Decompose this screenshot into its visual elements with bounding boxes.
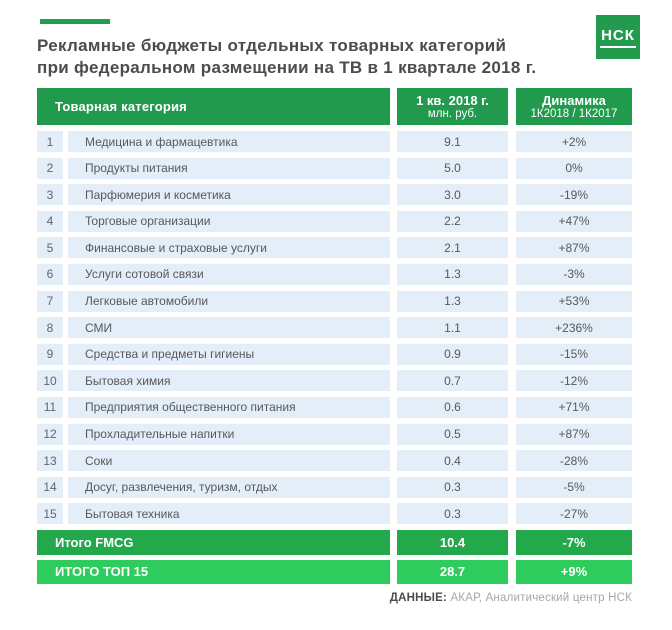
row-number: 11: [37, 397, 63, 418]
total-fmcg-row: [37, 530, 632, 555]
column-header-value-title: 1 кв. 2018 г.: [416, 92, 489, 108]
nsc-logo: [596, 15, 640, 59]
table-row: [37, 344, 632, 365]
row-value: 9.1: [397, 131, 508, 152]
accent-bar: [40, 19, 110, 24]
table-row: [37, 317, 632, 338]
table-row: [37, 503, 632, 524]
row-value: 0.3: [397, 477, 508, 498]
row-category: Досуг, развлечения, туризм, отдых: [68, 477, 390, 498]
row-category: Средства и предметы гигиены: [68, 344, 390, 365]
row-dynamics: -15%: [516, 344, 632, 365]
table-row: [37, 477, 632, 498]
page-title-line2: при федеральном размещении на ТВ в 1 квартале 2018 г.: [37, 58, 537, 77]
column-header-value-units: млн. руб.: [427, 107, 478, 120]
column-header-category: Товарная категория: [37, 88, 390, 125]
column-header-dynamics-title: Динамика: [542, 92, 606, 108]
table-row: [37, 158, 632, 179]
source-text: АКАР, Аналитический центр НСК: [450, 592, 632, 604]
table-row: [37, 370, 632, 391]
total-fmcg-dynamics: -7%: [516, 530, 632, 555]
row-number: 4: [37, 211, 63, 232]
row-value: 0.3: [397, 503, 508, 524]
total-top15-dynamics: +9%: [516, 560, 632, 584]
row-dynamics: +47%: [516, 211, 632, 232]
row-value: 5.0: [397, 158, 508, 179]
source-label: ДАННЫЕ:: [389, 592, 448, 604]
table-header-row: [37, 88, 632, 125]
page-title: [37, 35, 536, 79]
row-category: Медицина и фармацевтика: [68, 131, 390, 152]
row-dynamics: +71%: [516, 397, 632, 418]
row-number: 9: [37, 344, 63, 365]
table-row: [37, 131, 632, 152]
row-dynamics: +2%: [516, 131, 632, 152]
row-dynamics: -27%: [516, 503, 632, 524]
row-dynamics: +87%: [516, 424, 632, 445]
total-fmcg-label: Итого FMCG: [37, 530, 390, 555]
row-number: 13: [37, 450, 63, 471]
row-value: 1.3: [397, 291, 508, 312]
row-dynamics: +53%: [516, 291, 632, 312]
row-number: 7: [37, 291, 63, 312]
row-value: 0.9: [397, 344, 508, 365]
row-number: 5: [37, 237, 63, 258]
row-value: 0.4: [397, 450, 508, 471]
total-top15-row: [37, 560, 632, 584]
row-number: 1: [37, 131, 63, 152]
table-row: [37, 184, 632, 205]
row-value: 0.6: [397, 397, 508, 418]
row-number: 15: [37, 503, 63, 524]
row-number: 12: [37, 424, 63, 445]
row-category: Услуги сотовой связи: [68, 264, 390, 285]
row-number: 6: [37, 264, 63, 285]
row-category: Парфюмерия и косметика: [68, 184, 390, 205]
budget-table: [37, 88, 632, 584]
row-category: СМИ: [68, 317, 390, 338]
table-row: [37, 237, 632, 258]
row-category: Предприятия общественного питания: [68, 397, 390, 418]
row-value: 2.2: [397, 211, 508, 232]
table-row: [37, 424, 632, 445]
page-title-line1: Рекламные бюджеты отдельных товарных категорий: [37, 36, 507, 55]
row-value: 1.1: [397, 317, 508, 338]
row-number: 14: [37, 477, 63, 498]
row-number: 2: [37, 158, 63, 179]
row-category: Финансовые и страховые услуги: [68, 237, 390, 258]
row-dynamics: -28%: [516, 450, 632, 471]
total-fmcg-value: 10.4: [397, 530, 508, 555]
table-row: [37, 264, 632, 285]
total-top15-label: ИТОГО ТОП 15: [37, 560, 390, 584]
row-dynamics: -19%: [516, 184, 632, 205]
row-dynamics: -5%: [516, 477, 632, 498]
row-dynamics: 0%: [516, 158, 632, 179]
row-value: 2.1: [397, 237, 508, 258]
table-body: [37, 131, 632, 524]
nsc-logo-text: НСК: [600, 27, 636, 48]
row-value: 0.5: [397, 424, 508, 445]
column-header-dynamics: [516, 88, 632, 125]
row-category: Соки: [68, 450, 390, 471]
table-row: [37, 397, 632, 418]
row-dynamics: +236%: [516, 317, 632, 338]
column-header-dynamics-period: 1К2018 / 1К2017: [530, 107, 618, 120]
row-value: 3.0: [397, 184, 508, 205]
row-category: Торговые организации: [68, 211, 390, 232]
table-row: [37, 291, 632, 312]
row-value: 0.7: [397, 370, 508, 391]
row-value: 1.3: [397, 264, 508, 285]
row-number: 3: [37, 184, 63, 205]
row-dynamics: -3%: [516, 264, 632, 285]
source-note: [390, 592, 632, 604]
row-category: Бытовая химия: [68, 370, 390, 391]
total-top15-value: 28.7: [397, 560, 508, 584]
column-header-value: [397, 88, 508, 125]
table-row: [37, 450, 632, 471]
row-category: Легковые автомобили: [68, 291, 390, 312]
row-dynamics: +87%: [516, 237, 632, 258]
table-row: [37, 211, 632, 232]
row-dynamics: -12%: [516, 370, 632, 391]
row-number: 8: [37, 317, 63, 338]
row-category: Бытовая техника: [68, 503, 390, 524]
row-category: Продукты питания: [68, 158, 390, 179]
row-category: Прохладительные напитки: [68, 424, 390, 445]
row-number: 10: [37, 370, 63, 391]
